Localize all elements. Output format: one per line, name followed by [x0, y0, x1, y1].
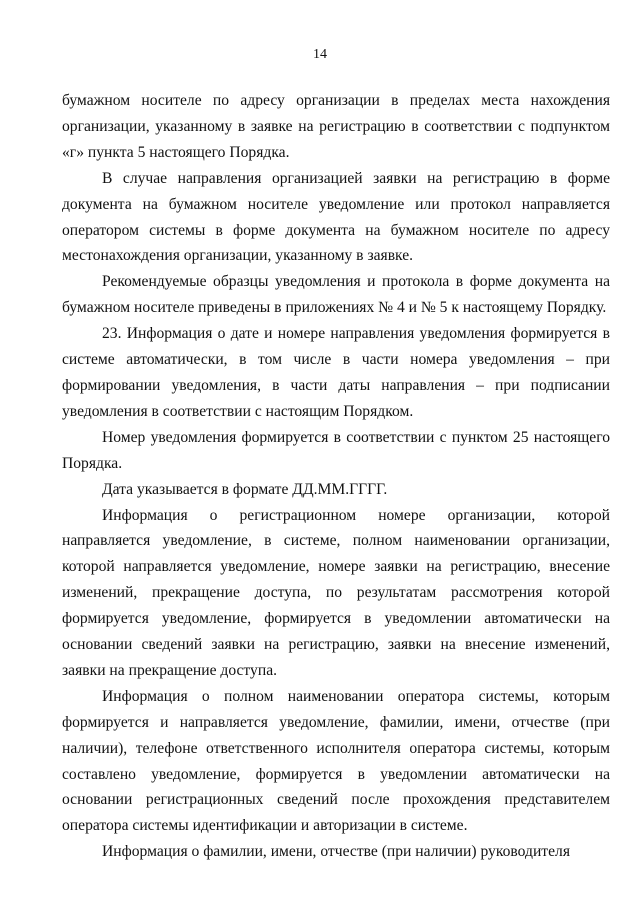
paragraph-head-info: Информация о фамилии, имени, отчестве (при наличии) руководителя [102, 843, 570, 861]
paragraph-notification-number: Номер уведомления формируется в соответствии с пунктом 25 настоящего Порядка. [62, 428, 610, 472]
paragraph-continuation: бумажном носителе по адресу организации в пределах места нахождения организации, указанному в заявке на регистрацию в соответствии с подпунктом «г» пункта 5 настоящего Порядка. [62, 92, 610, 161]
paragraph-registration-number: Информация о регистрационном номере организации, которой направляется уведомление, в системе, полном наименовании организации, которой направляется уведомление, номере заявки на регистрацию, внесение изменений, прекращение доступа, по результатам рассмотрения которой формируется уведомление, формируется в уведомлении автоматически на основании сведений заявки на регистрацию, заявки на внесение изменений, заявки на прекращение доступа. [62, 506, 610, 679]
paragraph-recommended-samples: Рекомендуемые образцы уведомления и протокола в форме документа на бумажном носителе приведены в приложениях № 4 и № 5 к настоящему Порядку. [62, 273, 610, 317]
paragraph-item-23: 23. Информация о дате и номере направления уведомления формируется в системе автоматически, в том числе в части номера уведомления – при формировании уведомления, в части даты направления – при подписании уведомления в соответствии с настоящим Порядком. [62, 325, 610, 420]
paragraph-operator-info: Информация о полном наименовании оператора системы, которым формируется и направляется уведомление, фамилии, имени, отчестве (при наличии), телефоне ответственного исполнителя оператора системы, которым составлено уведомление, формируется в уведомлении автоматически на основании регистрационных сведений после прохождения представителем оператора системы идентификации и авторизации в системе. [62, 687, 610, 835]
body-text [62, 88, 610, 865]
page-number: 14 [313, 47, 327, 62]
paragraph-date-format: Дата указывается в формате ДД.ММ.ГГГГ. [102, 480, 388, 498]
paragraph-paper-document: В случае направления организацией заявки на регистрацию в форме документа на бумажном носителе уведомление или протокол направляется оператором системы в форме документа на бумажном носителе по адресу местонахождения организации, указанному в заявке. [62, 169, 610, 265]
